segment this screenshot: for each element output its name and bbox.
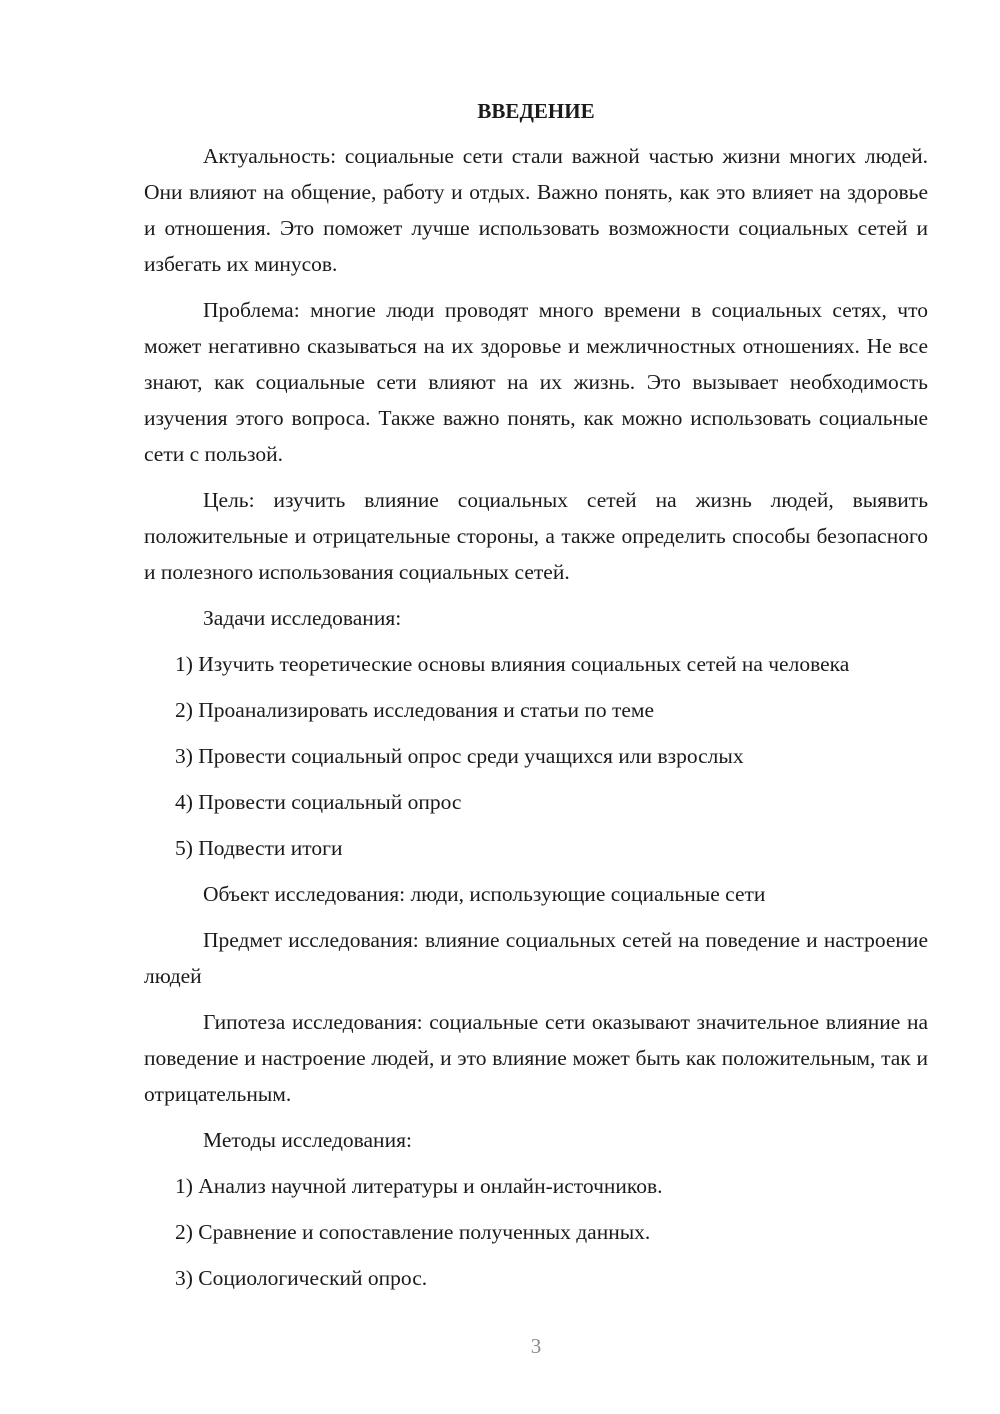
relevance-paragraph: Актуальность: социальные сети стали важной частью жизни многих людей. Они влияют на общение, работу и отдых. Важно понять, как это влияет на здоровье и отношения. Это поможет лучше использовать возможности социальных сетей и избегать их минусов. (144, 144, 928, 276)
task-item-5: 5) Подвести итоги (175, 836, 343, 860)
section-title: ВВЕДЕНИЕ (477, 99, 595, 123)
tasks-heading: Задачи исследования: (203, 606, 402, 630)
method-item-1: 1) Анализ научной литературы и онлайн-источников. (175, 1174, 663, 1198)
hypothesis-paragraph: Гипотеза исследования: социальные сети оказывают значительное влияние на поведение и настроение людей, и это влияние может быть как положительным, так и отрицательным. (144, 1010, 928, 1106)
task-item-1: 1) Изучить теоретические основы влияния социальных сетей на человека (175, 652, 850, 676)
methods-heading: Методы исследования: (203, 1128, 412, 1152)
goal-paragraph: Цель: изучить влияние социальных сетей на жизнь людей, выявить положительные и отрицательные стороны, а также определить способы безопасного и полезного использования социальных сетей. (144, 488, 928, 584)
task-item-2: 2) Проанализировать исследования и статьи по теме (175, 698, 655, 722)
method-item-3: 3) Социологический опрос. (175, 1266, 428, 1290)
page-number: 3 (530, 1334, 542, 1358)
problem-paragraph: Проблема: многие люди проводят много времени в социальных сетях, что может негативно сказываться на их здоровье и межличностных отношениях. Не все знают, как социальные сети влияют на их жизнь. Это вызывает необходимость изучения этого вопроса. Также важно понять, как можно использовать социальные сети с пользой. (144, 298, 928, 466)
method-item-2: 2) Сравнение и сопоставление полученных данных. (175, 1220, 651, 1244)
subject-paragraph: Предмет исследования: влияние социальных сетей на поведение и настроение людей (144, 928, 928, 988)
task-item-3: 3) Провести социальный опрос среди учащихся или взрослых (175, 744, 744, 768)
task-item-4: 4) Провести социальный опрос (175, 790, 462, 814)
document-page (144, 94, 928, 1306)
object-paragraph: Объект исследования: люди, использующие социальные сети (203, 882, 766, 906)
